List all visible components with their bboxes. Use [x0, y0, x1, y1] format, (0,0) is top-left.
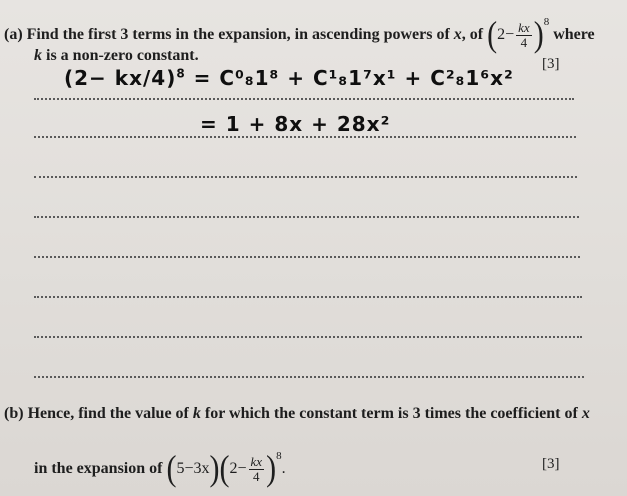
answer-line[interactable]	[34, 176, 577, 178]
answer-line[interactable]	[34, 336, 582, 338]
part-b-question-line-2: in the expansion of (5−3x)(2− $\frac{kx}{4}$ )$^8$.	[34, 448, 286, 489]
fraction-kx-over-4: $\frac{kx}{4}$	[250, 453, 263, 484]
part-a-question: (a) Find the first 3 terms in the expansion, in ascending powers of x, of (2− $\frac{kx}{4}$ )$^8$ where	[4, 14, 595, 55]
handwritten-working-line-2: = 1 + 8x + 28x²	[200, 112, 391, 136]
part-a-label: (a)	[4, 26, 23, 43]
answer-line[interactable]	[34, 216, 579, 218]
handwritten-working-line-1: $(2- kx/4)^8 = C^0_81^8 + C^1_81^7x^1 + C^2_81^6x^2$	[64, 66, 514, 90]
answer-line[interactable]	[34, 296, 582, 298]
answer-line[interactable]	[34, 136, 576, 138]
part-b-question: (b) Hence, find the value of k for which the constant term is 3 times the coefficient of x	[4, 405, 590, 422]
part-b-label: (b)	[4, 405, 24, 422]
part-b-marks: [3]	[542, 456, 560, 472]
answer-line[interactable]	[34, 98, 574, 100]
part-a-question-line-2: k is a non-zero constant.	[34, 47, 199, 64]
answer-line[interactable]	[34, 376, 584, 378]
answer-line[interactable]	[34, 256, 580, 258]
part-a-marks: [3]	[542, 56, 560, 72]
fraction-kx-over-4: $\frac{kx}{4}$	[518, 19, 530, 50]
